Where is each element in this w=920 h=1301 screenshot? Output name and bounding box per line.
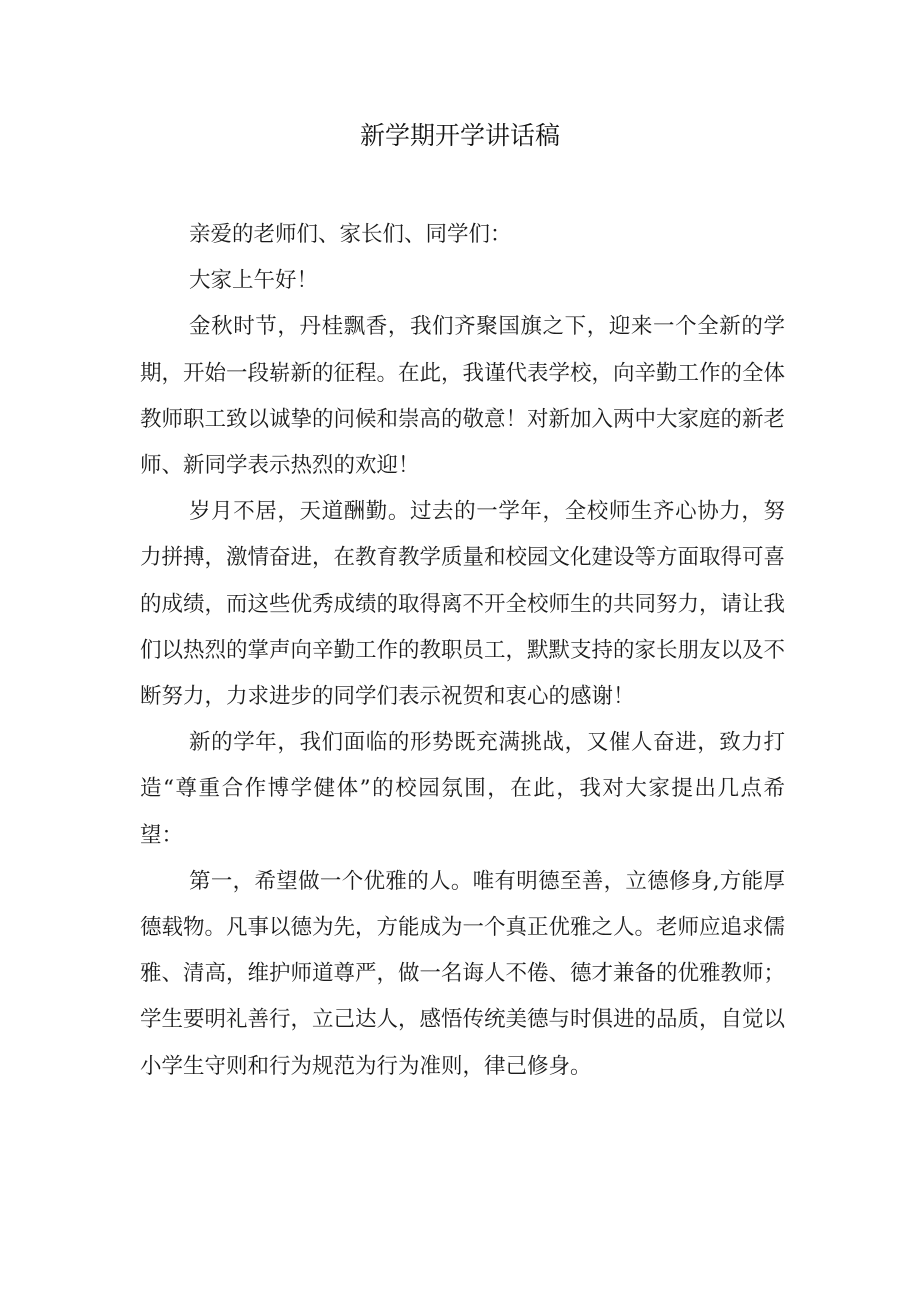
greeting-paragraph: 大家上午好！ bbox=[189, 268, 319, 294]
opening-paragraph: 金秋时节，丹桂飘香，我们齐聚国旗之下，迎来一个全新的学期，开始一段崭新的征程。在此，我谨代表学校，向辛勤工作的全体教师职工致以诚挚的问候和崇高的敬意！对新加入两中大家庭的新老师、新同学表示热烈的欢迎！ bbox=[140, 314, 786, 479]
first-hope-paragraph: 第一，希望做一个优雅的人。唯有明德至善，立德修身,方能厚德载物。凡事以德为先，方能成为一个真正优雅之人。老师应追求儒雅、清高，维护师道尊严，做一名诲人不倦、德才兼备的优雅教师；学生要明礼善行，立己达人，感悟传统美德与时俱进的品质，自觉以小学生守则和行为规范为行为准则，律己修身。 bbox=[140, 868, 786, 1079]
new-year-paragraph: 新的学年，我们面临的形势既充满挑战，又催人奋进，致力打造“尊重合作博学健体”的校园氛围，在此，我对大家提出几点希望： bbox=[140, 730, 785, 848]
review-paragraph: 岁月不居，天道酬勤。过去的一学年，全校师生齐心协力，努力拼搏，激情奋进，在教育教学质量和校园文化建设等方面取得可喜的成绩，而这些优秀成绩的取得离不开全校师生的共同努力，请让我们以热烈的掌声向辛勤工作的教职员工，默默支持的家长朋友以及不断努力，力求进步的同学们表示祝贺和衷心的感谢！ bbox=[140, 499, 786, 710]
document-body bbox=[140, 212, 785, 1090]
document-title: 新学期开学讲话稿 bbox=[359, 121, 560, 150]
salutation-paragraph: 亲爱的老师们、家长们、同学们： bbox=[189, 222, 512, 247]
